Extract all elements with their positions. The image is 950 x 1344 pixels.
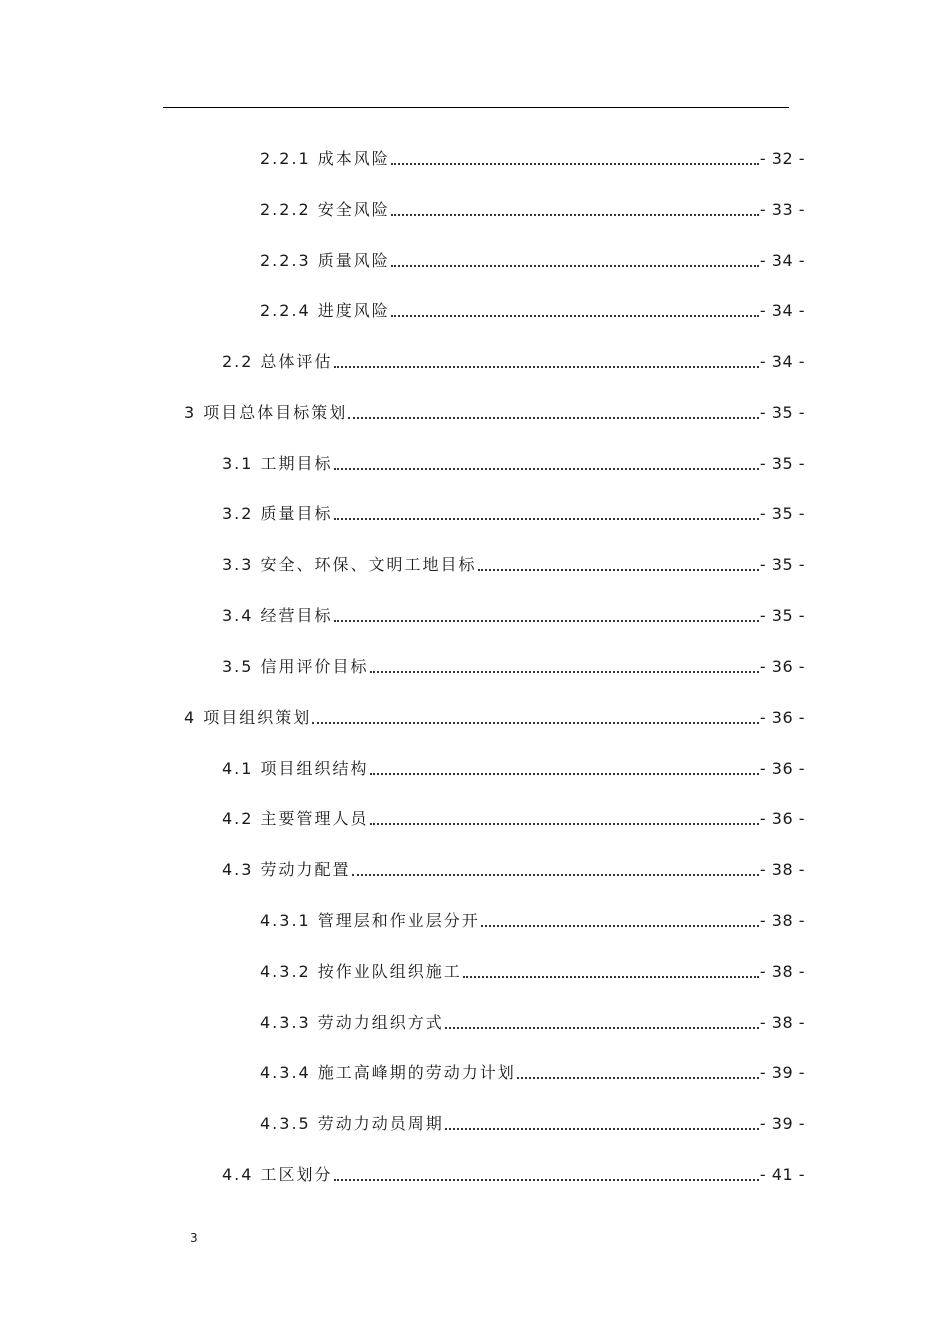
- toc-entry-2-2-1[interactable]: [260, 145, 805, 169]
- toc-entry-label: 4 项目组织策划: [184, 708, 312, 727]
- toc-dot-leader: [391, 315, 759, 317]
- toc-dot-leader: [391, 265, 759, 267]
- toc-entry-2-2-4[interactable]: [260, 297, 805, 321]
- toc-entry-3-4[interactable]: [222, 602, 805, 626]
- toc-entry-page: - 35 -: [759, 504, 805, 523]
- toc-entry-page: - 36 -: [759, 657, 805, 676]
- toc-entry-label: 2.2.2 安全风险: [260, 200, 390, 219]
- toc-entry-label: 3.2 质量目标: [222, 504, 333, 523]
- toc-entry-3[interactable]: [184, 399, 805, 423]
- toc-entry-label: 3.5 信用评价目标: [222, 657, 369, 676]
- toc-dot-leader: [445, 1128, 759, 1130]
- toc-dot-leader: [445, 1027, 759, 1029]
- toc-entry-2-2[interactable]: [222, 348, 805, 372]
- toc-entry-page: - 39 -: [759, 1063, 805, 1082]
- toc-entry-2-2-3[interactable]: [260, 247, 805, 271]
- toc-entry-4-2[interactable]: [222, 805, 805, 829]
- toc-entry-4[interactable]: [184, 704, 805, 728]
- toc-entry-label: 4.4 工区划分: [222, 1165, 333, 1184]
- toc-entry-4-3[interactable]: [222, 856, 805, 880]
- toc-dot-leader: [370, 823, 759, 825]
- toc-entry-label: 2.2.3 质量风险: [260, 251, 390, 270]
- toc-entry-page: - 38 -: [759, 860, 805, 879]
- toc-entry-3-2[interactable]: [222, 500, 805, 524]
- toc-entry-4-3-5[interactable]: [260, 1110, 805, 1134]
- toc-dot-leader: [352, 874, 759, 876]
- toc-dot-leader: [370, 773, 759, 775]
- toc-dot-leader: [334, 620, 759, 622]
- toc-entry-label: 4.3.4 施工高峰期的劳动力计划: [260, 1063, 516, 1082]
- toc-dot-leader: [370, 671, 759, 673]
- toc-entry-label: 4.3 劳动力配置: [222, 860, 351, 879]
- toc-entry-page: - 41 -: [759, 1165, 805, 1184]
- toc-entry-label: 2.2.1 成本风险: [260, 149, 390, 168]
- toc-entry-4-3-4[interactable]: [260, 1059, 805, 1083]
- toc-dot-leader: [517, 1077, 759, 1079]
- toc-entry-2-2-2[interactable]: [260, 196, 805, 220]
- toc-entry-label: 3.1 工期目标: [222, 454, 333, 473]
- toc-entry-page: - 34 -: [759, 251, 805, 270]
- toc-dot-leader: [463, 976, 759, 978]
- toc-entry-label: 4.1 项目组织结构: [222, 759, 369, 778]
- toc-entry-page: - 34 -: [759, 352, 805, 371]
- toc-entry-label: 4.2 主要管理人员: [222, 809, 369, 828]
- toc-dot-leader: [391, 214, 759, 216]
- toc-entry-page: - 36 -: [759, 809, 805, 828]
- toc-entry-page: - 35 -: [759, 555, 805, 574]
- toc-entry-page: - 38 -: [759, 911, 805, 930]
- toc-dot-leader: [334, 366, 759, 368]
- toc-dot-leader: [481, 925, 759, 927]
- toc-entry-label: 2.2.4 进度风险: [260, 301, 390, 320]
- toc-entry-label: 4.3.3 劳动力组织方式: [260, 1013, 444, 1032]
- toc-entry-3-5[interactable]: [222, 653, 805, 677]
- toc-entry-label: 3 项目总体目标策划: [184, 403, 348, 422]
- toc-dot-leader: [348, 417, 759, 419]
- toc-dot-leader: [334, 468, 759, 470]
- toc-entry-4-3-3[interactable]: [260, 1009, 805, 1033]
- toc-entry-page: - 35 -: [759, 454, 805, 473]
- toc-entry-page: - 32 -: [759, 149, 805, 168]
- toc-entry-page: - 36 -: [759, 708, 805, 727]
- toc-entry-page: - 38 -: [759, 962, 805, 981]
- toc-entry-4-4[interactable]: [222, 1161, 805, 1185]
- toc-entry-4-3-1[interactable]: [260, 907, 805, 931]
- toc-dot-leader: [391, 163, 759, 165]
- toc-entry-label: 4.3.1 管理层和作业层分开: [260, 911, 480, 930]
- toc-entry-page: - 34 -: [759, 301, 805, 320]
- toc-dot-leader: [334, 518, 759, 520]
- toc-dot-leader: [312, 722, 759, 724]
- toc-entry-3-3[interactable]: [222, 551, 805, 575]
- toc-entry-page: - 38 -: [759, 1013, 805, 1032]
- toc-entry-page: - 35 -: [759, 403, 805, 422]
- toc-entry-4-3-2[interactable]: [260, 958, 805, 982]
- toc-entry-page: - 39 -: [759, 1114, 805, 1133]
- page-number: 3: [190, 1231, 198, 1245]
- toc-entry-3-1[interactable]: [222, 450, 805, 474]
- toc-entry-label: 4.3.5 劳动力动员周期: [260, 1114, 444, 1133]
- toc-entry-label: 2.2 总体评估: [222, 352, 333, 371]
- toc-entry-page: - 33 -: [759, 200, 805, 219]
- toc-entry-label: 3.4 经营目标: [222, 606, 333, 625]
- toc-dot-leader: [478, 569, 759, 571]
- toc-entry-label: 3.3 安全、环保、文明工地目标: [222, 555, 477, 574]
- toc-entry-label: 4.3.2 按作业队组织施工: [260, 962, 462, 981]
- toc-entry-page: - 35 -: [759, 606, 805, 625]
- toc-entry-page: - 36 -: [759, 759, 805, 778]
- toc-entry-4-1[interactable]: [222, 755, 805, 779]
- toc-dot-leader: [334, 1179, 759, 1181]
